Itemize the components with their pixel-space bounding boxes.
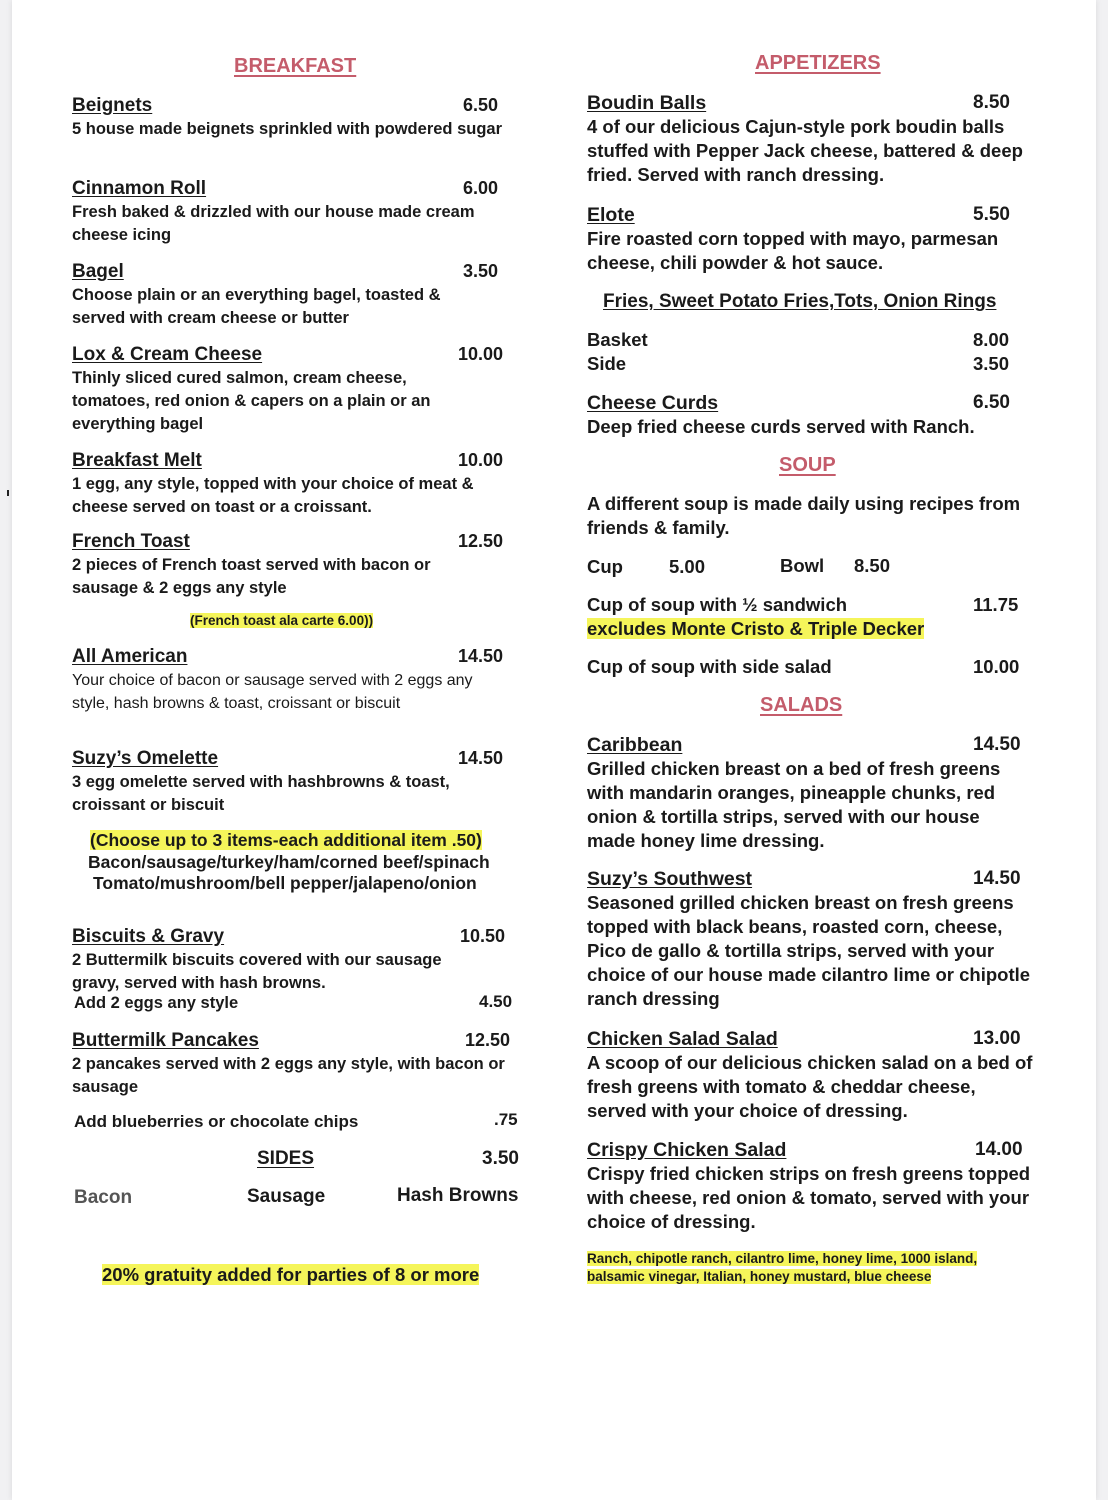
item-price: 6.50: [463, 95, 499, 115]
item-description: Grilled chicken breast on a bed of fresh greens with mandarin oranges, pineapple chunks, red onion & tortilla strips, served with our house made honey lime dressing.: [587, 758, 1001, 851]
breakfast-title: BREAKFAST: [234, 55, 357, 77]
item-description: Thinly sliced cured salmon, cream cheese, tomatoes, red onion & capers on a plain or an everything bagel: [72, 369, 431, 433]
basket-price: 8.00: [973, 329, 1010, 350]
item-price: 14.50: [973, 734, 1021, 755]
item-price: 3.50: [463, 261, 499, 281]
french-toast-note: (French toast ala carte 6.00)): [190, 613, 374, 628]
item-name: Chicken Salad Salad: [587, 1028, 778, 1050]
dressings-note: Ranch, chipotle ranch, cilantro lime, honey lime, 1000 island, balsamic vinegar, Italian, honey mustard, blue cheese: [587, 1251, 978, 1284]
pancakes-addon-label: Add blueberries or chocolate chips: [74, 1112, 359, 1131]
item-name: Bagel: [72, 261, 124, 282]
item-description: Seasoned grilled chicken breast on fresh greens topped with black beans, roasted corn, cheese, Pico de gallo & tortilla strips, served with your choice of our house made cilantro lime or chipotle ranch dressing: [587, 892, 1031, 1009]
side-item-hash-browns: Hash Browns: [397, 1185, 519, 1206]
item-description: 1 egg, any style, topped with your choice of meat & cheese served on toast or a croissant.: [72, 475, 474, 516]
soup-title: SOUP: [779, 454, 836, 476]
side-price: 3.50: [973, 353, 1010, 374]
item-description: Crispy fried chicken strips on fresh greens topped with cheese, red onion & tomato, served with your choice of dressing.: [587, 1163, 1031, 1232]
item-price: 5.50: [973, 204, 1010, 225]
item-name: Crispy Chicken Salad: [587, 1139, 787, 1161]
item-price: 14.00: [975, 1139, 1023, 1160]
item-description: Fire roasted corn topped with mayo, parmesan cheese, chili powder & hot sauce.: [587, 228, 999, 273]
item-name: Cheese Curds: [587, 392, 719, 414]
item-description: 5 house made beignets sprinkled with powdered sugar: [72, 120, 503, 138]
soup-side-salad-price: 10.00: [973, 656, 1020, 677]
omelette-options-2: Tomato/mushroom/bell pepper/jalapeno/onion: [93, 873, 477, 893]
soup-cup-label: Cup: [587, 556, 623, 577]
appetizers-title: APPETIZERS: [755, 52, 881, 74]
item-name: Boudin Balls: [587, 92, 707, 114]
item-price: 10.50: [460, 926, 506, 946]
item-name: Cinnamon Roll: [72, 178, 207, 199]
omelette-options-1: Bacon/sausage/turkey/ham/corned beef/spinach: [88, 852, 490, 872]
biscuits-addon-label: Add 2 eggs any style: [74, 994, 239, 1012]
item-price: 10.00: [458, 450, 504, 470]
item-description: Your choice of bacon or sausage served with 2 eggs any style, hash browns & toast, croissant or biscuit: [72, 672, 473, 712]
item-name: Breakfast Melt: [72, 450, 202, 471]
item-description: 2 pieces of French toast served with bacon or sausage & 2 eggs any style: [72, 556, 431, 597]
soup-half-sandwich-label: Cup of soup with ½ sandwich: [587, 594, 848, 615]
item-description: Deep fried cheese curds served with Ranch.: [587, 416, 975, 437]
item-description: Fresh baked & drizzled with our house made cream cheese icing: [72, 203, 475, 244]
item-name: Beignets: [72, 95, 153, 116]
fries-title: Fries, Sweet Potato Fries,Tots, Onion Rings: [603, 291, 997, 312]
item-name: Suzy’s Omelette: [72, 748, 219, 769]
item-name: French Toast: [72, 531, 190, 552]
sides-title: SIDES: [257, 1148, 315, 1169]
side-item-bacon: Bacon: [74, 1187, 133, 1208]
side-label: Side: [587, 353, 627, 374]
item-price: 12.50: [458, 531, 504, 551]
item-price: 14.50: [458, 748, 504, 768]
soup-bowl-label: Bowl: [780, 555, 825, 576]
scan-mark: [7, 490, 9, 496]
item-price: 8.50: [973, 92, 1010, 113]
soup-half-sandwich-note: excludes Monte Cristo & Triple Decker: [587, 618, 925, 639]
item-price: 14.50: [458, 646, 504, 666]
sides-price: 3.50: [482, 1148, 519, 1169]
item-description: 2 Buttermilk biscuits covered with our sausage gravy, served with hash browns.: [72, 951, 442, 992]
item-price: 12.50: [465, 1030, 511, 1050]
item-name: All American: [72, 646, 188, 667]
item-price: 6.50: [973, 392, 1010, 413]
biscuits-addon-price: 4.50: [479, 992, 513, 1011]
item-description: 2 pancakes served with 2 eggs any style, with bacon or sausage: [72, 1055, 505, 1096]
item-price: 6.00: [463, 178, 499, 198]
gratuity-note: 20% gratuity added for parties of 8 or more: [102, 1264, 480, 1285]
item-price: 13.00: [973, 1028, 1021, 1049]
omelette-choose-note: (Choose up to 3 items-each additional item .50): [90, 830, 482, 850]
soup-cup-price: 5.00: [669, 556, 706, 577]
item-price: 10.00: [458, 344, 504, 364]
soup-description: A different soup is made daily using recipes from friends & family.: [587, 493, 1021, 538]
item-name: Buttermilk Pancakes: [72, 1030, 259, 1051]
soup-side-salad-label: Cup of soup with side salad: [587, 656, 832, 677]
item-name: Caribbean: [587, 734, 683, 756]
soup-bowl-price: 8.50: [854, 555, 891, 576]
side-item-sausage: Sausage: [247, 1186, 326, 1207]
pancakes-addon-price: .75: [494, 1110, 518, 1129]
soup-half-sandwich-price: 11.75: [973, 594, 1019, 615]
item-description: 3 egg omelette served with hashbrowns & toast, croissant or biscuit: [72, 773, 450, 814]
item-description: Choose plain or an everything bagel, toasted & served with cream cheese or butter: [72, 286, 441, 327]
item-description: 4 of our delicious Cajun-style pork boudin balls stuffed with Pepper Jack cheese, battered & deep fried. Served with ranch dressing.: [587, 116, 1023, 185]
item-description: A scoop of our delicious chicken salad on a bed of fresh greens with tomato & cheddar cheese, served with your choice of dressing.: [587, 1052, 1033, 1121]
item-name: Elote: [587, 204, 635, 226]
item-name: Biscuits & Gravy: [72, 926, 225, 947]
item-name: Lox & Cream Cheese: [72, 344, 263, 365]
item-name: Suzy’s Southwest: [587, 868, 753, 890]
salads-title: SALADS: [760, 694, 843, 716]
item-price: 14.50: [973, 868, 1021, 889]
basket-label: Basket: [587, 329, 648, 350]
